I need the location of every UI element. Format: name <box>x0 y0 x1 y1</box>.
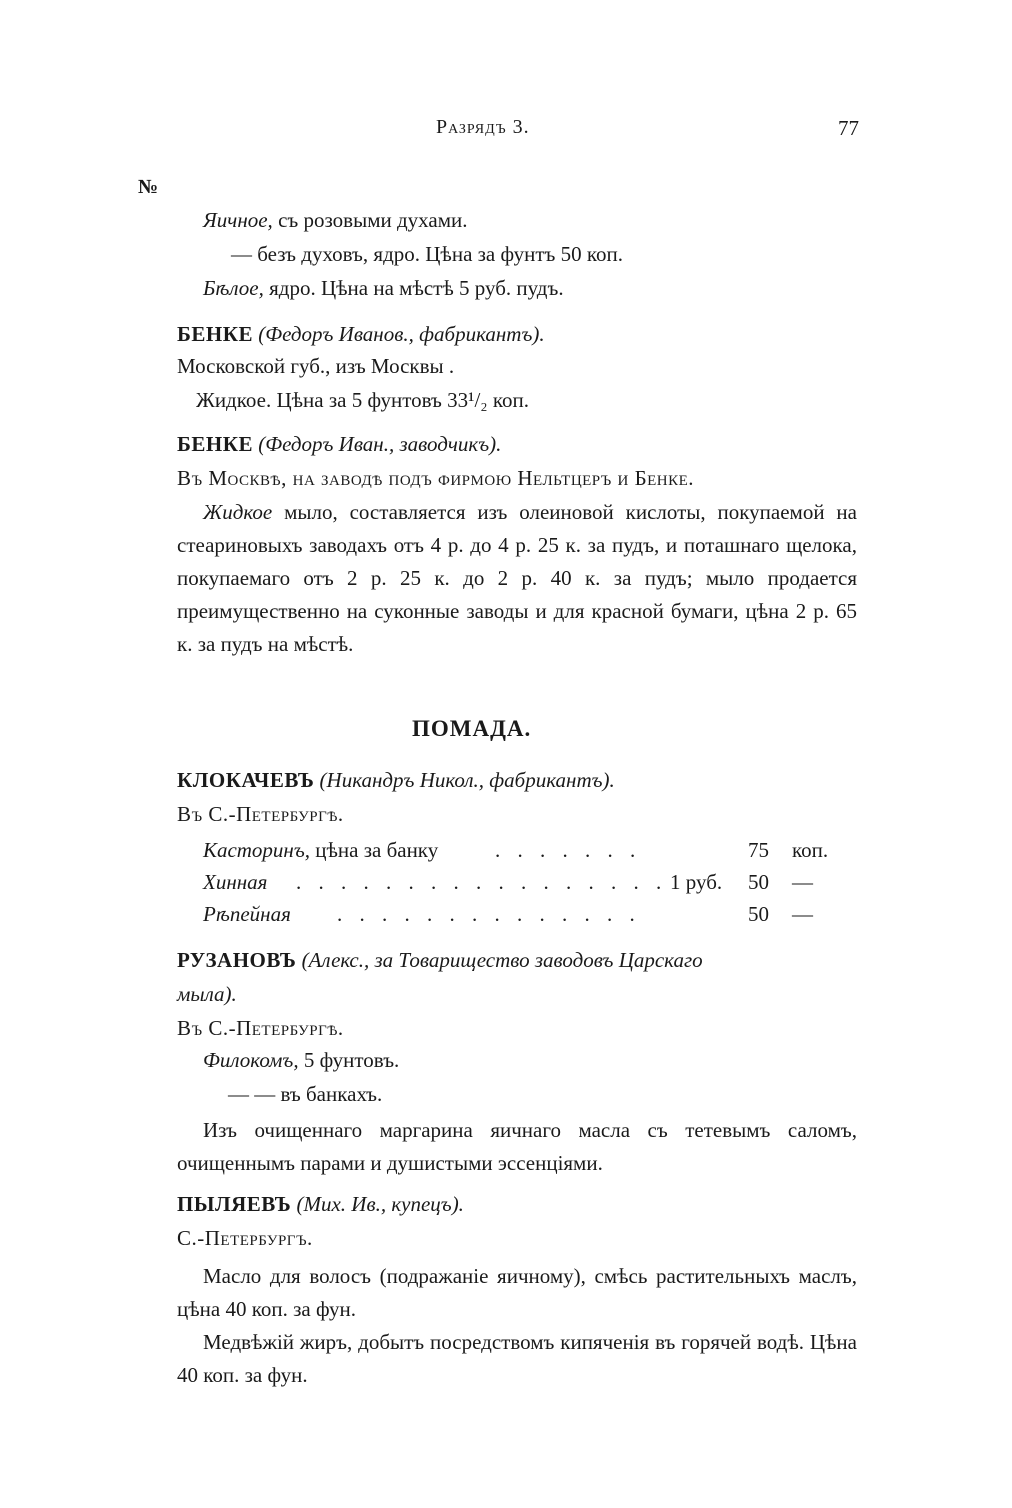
price-unit: — <box>792 902 813 926</box>
ruzanov-location: Въ С.-Петербургѣ. <box>177 1016 344 1040</box>
soap-item-3 <box>203 274 564 302</box>
price-row <box>203 900 833 928</box>
ruzanov-entry-title <box>177 946 857 974</box>
benke1-location: Московской губ., изъ Москвы . <box>177 354 455 378</box>
price-kop: 50 <box>748 870 769 894</box>
soap-item-3-text: ядро. Цѣна на мѣстѣ 5 руб. пудъ. <box>263 276 564 300</box>
running-head: Разрядъ 3. <box>436 116 530 138</box>
ruzanov-detail: (Алекс., за Товарищество заводовъ Царскаго <box>296 948 703 972</box>
ruzanov-product-1-name: Филокомъ, <box>203 1048 299 1072</box>
price-row <box>203 836 833 864</box>
price-rub: 1 руб. <box>670 870 723 894</box>
klokachev-name: КЛОКАЧЕВЪ <box>177 768 315 792</box>
price-unit: — <box>792 870 813 894</box>
price-unit: коп. <box>792 838 829 862</box>
ruzanov-product-1 <box>203 1046 399 1074</box>
section-heading: ПОМАДА. <box>412 716 532 741</box>
benke2-entry-title <box>177 430 501 458</box>
benke1-entry-title <box>177 320 545 348</box>
price-item-name: Касторинъ, цѣна за банку <box>203 838 439 862</box>
page-number: 77 <box>838 116 859 140</box>
soap-item-3-name: Бѣлое, <box>203 276 264 300</box>
pylyaev-detail: (Мих. Ив., купецъ). <box>291 1192 464 1216</box>
price-item-name: Рѣпейная <box>203 902 291 926</box>
leader-dots: . . . . . . . <box>495 838 642 862</box>
price-kop: 75 <box>748 838 769 862</box>
price-row <box>203 868 833 896</box>
benke2-name: БЕНКЕ <box>177 432 253 456</box>
soap-item-1 <box>203 206 467 234</box>
leader-dots: . . . . . . . . . . . . . . . . . <box>296 870 668 894</box>
benke1-product: Жидкое. Цѣна за 5 фунтовъ 33¹/₂ коп. <box>196 388 529 412</box>
ruzanov-description: Изъ очищеннаго маргарина яичнаго масла съ тетевымъ саломъ, очищеннымъ парами и душистыми эссенціями. <box>177 1118 857 1175</box>
ruzanov-product-1-text: 5 фунтовъ. <box>298 1048 400 1072</box>
benke1-detail: (Федоръ Иванов., фабрикантъ). <box>252 322 545 346</box>
pylyaev-name: ПЫЛЯЕВЪ <box>177 1192 292 1216</box>
ruzanov-detail-continued: мыла). <box>177 982 237 1006</box>
soap-item-1-name: Яичное, <box>203 208 273 232</box>
klokachev-location: Въ С.-Петербургѣ. <box>177 802 344 826</box>
soap-item-2: — безъ духовъ, ядро. Цѣна за фунтъ 50 коп. <box>231 242 623 266</box>
klokachev-detail: (Никандръ Никол., фабрикантъ). <box>314 768 615 792</box>
benke2-description-lead: Жидкое <box>203 500 273 524</box>
pylyaev-product-1: Масло для волосъ (подражаніе яичному), смѣсь растительныхъ маслъ, цѣна 40 коп. за фун. <box>177 1264 857 1321</box>
pylyaev-entry-title <box>177 1190 464 1218</box>
benke2-description-text: мыло, составляется изъ олеиновой кислоты, покупаемой на стеариновыхъ заводахъ отъ 4 р. до 4 р. 25 к. за пудъ, и поташнаго щелока, покупаемаго отъ 2 р. 25 к. до 2 р. 40 к. за пудъ; мыло продается преимущественно на суконные заводы и для красной бумаги, цѣна 2 р. 65 к. за пудъ на мѣстѣ. <box>177 500 857 656</box>
pylyaev-product-2: Медвѣжій жиръ, добытъ посредствомъ кипяченія въ горячей водѣ. Цѣна 40 коп. за фун. <box>177 1330 857 1387</box>
ruzanov-product-2: — — въ банкахъ. <box>228 1082 383 1106</box>
number-mark: № <box>138 176 159 198</box>
benke2-location: Въ Москвѣ, на заводѣ подъ фирмою Нельтцеръ и Бенке. <box>177 466 695 490</box>
klokachev-entry-title <box>177 766 615 794</box>
soap-item-1-text: съ розовыми духами. <box>272 208 468 232</box>
page-header <box>0 116 1012 146</box>
price-item-name: Хинная <box>203 870 268 894</box>
benke2-detail: (Федоръ Иван., заводчикъ). <box>252 432 502 456</box>
leader-dots: . . . . . . . . . . . . . . <box>337 902 641 926</box>
price-kop: 50 <box>748 902 769 926</box>
benke1-name: БЕНКЕ <box>177 322 253 346</box>
ruzanov-name: РУЗАНОВЪ <box>177 948 297 972</box>
pylyaev-location: С.-Петербургъ. <box>177 1226 313 1250</box>
benke2-description <box>177 496 857 661</box>
